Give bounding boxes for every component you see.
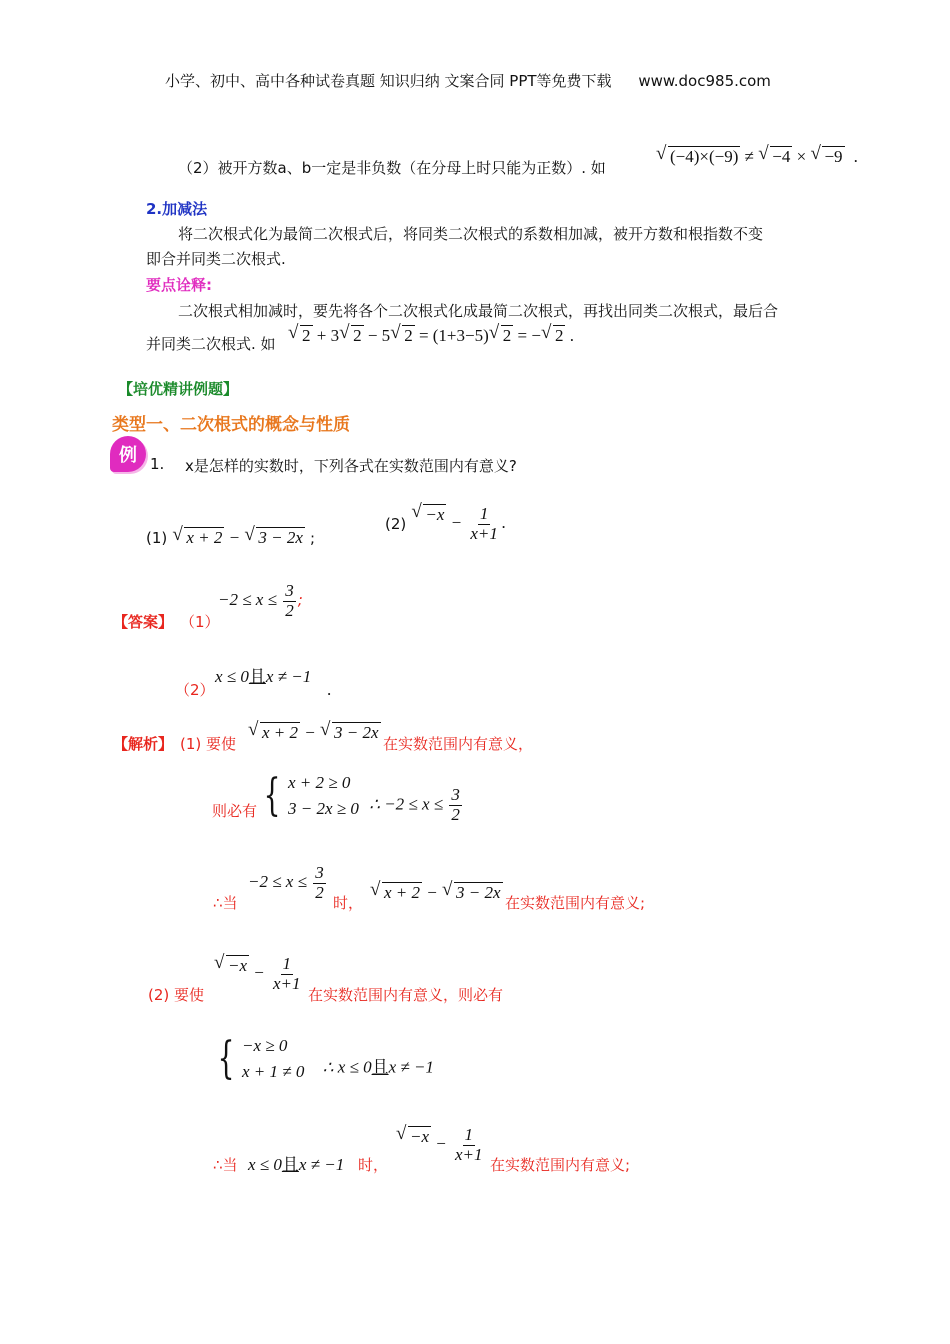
therefore-when-2: ∴当 xyxy=(213,1156,238,1174)
analysis-p1-expr: √ x + 2 − √ 3 − 2x xyxy=(248,722,381,743)
meaningful-1: 在实数范围内有意义; xyxy=(505,894,646,912)
answer-p1-label: （1） xyxy=(180,613,220,631)
therefore-when-1: ∴当 xyxy=(213,894,238,912)
analysis-p1-prefix: (1) 要使 xyxy=(180,735,237,753)
key-points-formula: √ 2 + 3√ 2 − 5√ 2 = (1+3−5)√ 2 = −√ 2 . xyxy=(288,325,574,346)
analysis-p2-expr: √ −x − $\frac{1}{x+1}$ xyxy=(214,955,305,993)
when-suffix-1: 时， xyxy=(333,894,364,912)
conclusion-2-range: x ≤ 0且x ≠ −1 xyxy=(248,1155,345,1174)
and-word: 且 xyxy=(248,667,266,686)
example-question: x是怎样的实数时，下列各式在实数范围内有意义? xyxy=(185,457,517,475)
examples-title: 【培优精讲例题】 xyxy=(118,380,239,398)
section-heading-addsub: 2.加减法 xyxy=(146,200,208,218)
addsub-line1: 将二次根式化为最简二次根式后，将同类二次根式的系数相加减，被开方数和根指数不变 xyxy=(178,225,764,243)
and-word-3: 且 xyxy=(281,1155,299,1174)
key-points-line2 xyxy=(146,333,276,354)
answer-p2-formula: x ≤ 0且x ≠ −1 xyxy=(215,667,312,686)
page-header xyxy=(165,70,771,91)
conclusion-1-expr: √ x + 2 − √ 3 − 2x xyxy=(370,882,503,903)
conclusion-1-range: −2 ≤ x ≤ $\frac{3}{2}$ xyxy=(248,863,324,902)
header-url: www.doc985.com xyxy=(638,72,771,90)
note-2-text: （2）被开方数a、b一定是非负数（在分母上时只能为正数）. 如 xyxy=(178,159,606,177)
example-badge: 例 xyxy=(110,436,146,472)
analysis-label: 【解析】 xyxy=(113,735,174,753)
when-suffix-2: 时， xyxy=(358,1156,389,1174)
system-2: { −x ≥ 0 x + 1 ≠ 0 ∴ x ≤ 0且x ≠ −1 xyxy=(217,1032,434,1084)
note-2-formula: √ (−4)×(−9) ≠ √ −4 × √ −9 . xyxy=(656,146,858,167)
example-number: 1. xyxy=(150,455,165,473)
key-points-line2-text: 并同类二次根式. 如 xyxy=(146,335,276,353)
part2-label: (2) xyxy=(385,515,407,534)
then-must: 则必有 xyxy=(212,802,258,820)
key-points-line1: 二次根式相加减时，要先将各个二次根式化成最简二次根式，再找出同类二次根式，最后合 xyxy=(178,302,779,320)
header-text: 小学、初中、高中各种试卷真题 知识归纳 文案合同 PPT等免费下载 xyxy=(165,72,612,90)
type-title: 类型一、二次根式的概念与性质 xyxy=(112,415,350,435)
answer-p2-period: . xyxy=(327,680,332,699)
answer-p1-formula: −2 ≤ x ≤ $\frac{3}{2}$ ; xyxy=(218,581,303,620)
addsub-line2: 即合并同类二次根式. xyxy=(146,250,286,268)
analysis-p2-prefix: (2) 要使 xyxy=(148,986,205,1004)
part1-label: (1) xyxy=(146,529,168,547)
answer-p2-label: （2） xyxy=(175,681,215,699)
note-2 xyxy=(178,157,606,178)
meaningful-2: 在实数范围内有意义; xyxy=(490,1156,631,1174)
analysis-p2-suffix: 在实数范围内有意义，则必有 xyxy=(308,986,504,1004)
key-points-label: 要点诠释: xyxy=(146,276,212,294)
example-part1: (1) √ x + 2 − √ 3 − 2x ; xyxy=(146,527,315,548)
analysis-p1-suffix: 在实数范围内有意义， xyxy=(383,735,534,753)
conclusion-2-expr: √ −x − $\frac{1}{x+1}$ xyxy=(396,1126,487,1164)
and-word-2: 且 xyxy=(371,1057,389,1077)
answer-label: 【答案】 xyxy=(113,613,174,631)
example-part2: (2) √ −x − $\frac{1}{x+1}$ . xyxy=(385,505,506,543)
system-1: { x + 2 ≥ 0 3 − 2x ≥ 0 ∴ −2 ≤ x ≤ $\frac{3}{2}$ xyxy=(263,769,460,825)
